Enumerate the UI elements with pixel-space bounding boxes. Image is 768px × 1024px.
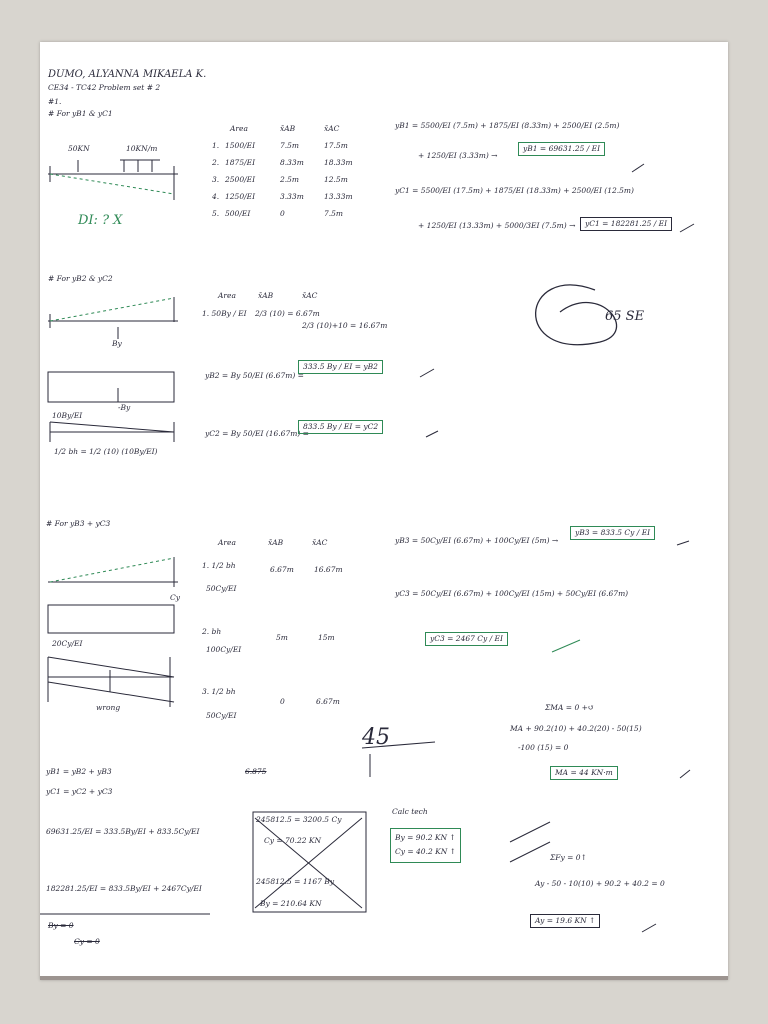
table3-h-xab: x̄AB bbox=[268, 538, 284, 547]
yC3-result-box: yC3 = 2467 Cy / EI bbox=[425, 632, 508, 646]
table1-xab: 7.5m bbox=[280, 141, 300, 150]
table1-xab: 0 bbox=[280, 209, 285, 218]
load-distributed: 10KN/m bbox=[126, 144, 158, 153]
table1-row-num: 5. bbox=[212, 209, 220, 218]
section2-heading: # For yB2 & yC2 bbox=[48, 274, 113, 283]
yB3-equation: yB3 = 50Cy/EI (6.67m) + 100Cy/EI (5m) → bbox=[395, 536, 559, 545]
moment-line3: -100 (15) = 0 bbox=[518, 743, 569, 752]
moment-line1: ΣMA = 0 +↺ bbox=[545, 703, 595, 712]
item-number: #1. bbox=[48, 97, 62, 106]
table1-row-num: 3. bbox=[212, 175, 220, 184]
compat-eq1: yB1 = yB2 + yB3 bbox=[46, 767, 112, 776]
calc-cy: Cy = 40.2 KN ↑ bbox=[395, 847, 456, 857]
yB1-result-box: yB1 = 69631.25 / EI bbox=[518, 142, 605, 156]
table3-xab: 0 bbox=[280, 697, 285, 706]
yC1-equation-line1: yC1 = 5500/EI (17.5m) + 1875/EI (18.33m) + 2500/EI (12.5m) bbox=[395, 186, 634, 195]
table3-xab: 6.67m bbox=[270, 565, 294, 574]
section1-heading: # For yB1 & yC1 bbox=[48, 109, 113, 118]
student-name: DUMO, ALYANNA MIKAELA K. bbox=[48, 69, 207, 80]
diag2-label-moment: 10By/EI bbox=[52, 411, 83, 420]
table3-xac: 6.67m bbox=[316, 697, 340, 706]
yB3-result-box: yB3 = 833.5 Cy / EI bbox=[570, 526, 655, 540]
table3-xac: 15m bbox=[318, 633, 335, 642]
table1-area: 1500/EI bbox=[225, 141, 256, 150]
table3-area-value: 100Cy/EI bbox=[206, 645, 242, 654]
grade-mark: DI: ? X bbox=[78, 213, 123, 228]
table3-area-shape: 1. 1/2 bh bbox=[202, 561, 236, 570]
crossed-line4: By = 210.64 KN bbox=[260, 899, 322, 908]
compat-line2: 182281.25/EI = 833.5By/EI + 2467Cy/EI bbox=[46, 884, 202, 893]
crossed-line1: 245812.5 = 3200.5 Cy bbox=[256, 815, 342, 824]
table3-area-value: 50Cy/EI bbox=[206, 584, 237, 593]
table2-h-area: Area bbox=[218, 291, 236, 300]
yB1-equation-line1: yB1 = 5500/EI (7.5m) + 1875/EI (8.33m) + 2500/EI (2.5m) bbox=[395, 121, 620, 130]
table1-area: 1875/EI bbox=[225, 158, 256, 167]
table3-area-value: 50Cy/EI bbox=[206, 711, 237, 720]
fy-line: ΣFy = 0↑ bbox=[550, 853, 587, 862]
yB2-equation: yB2 = By 50/EI (6.67m) = bbox=[205, 371, 304, 380]
crossed-line2: Cy = 70.22 KN bbox=[264, 836, 322, 845]
compat-line1: 69631.25/EI = 333.5By/EI + 833.5Cy/EI bbox=[46, 827, 200, 836]
table1-h-xac: x̄AC bbox=[324, 124, 340, 133]
yC3-equation: yC3 = 50Cy/EI (6.67m) + 100Cy/EI (15m) + 50Cy/EI (6.67m) bbox=[395, 589, 629, 598]
table1-xac: 12.5m bbox=[324, 175, 348, 184]
table1-xac: 7.5m bbox=[324, 209, 344, 218]
table1-xab: 2.5m bbox=[280, 175, 300, 184]
strike-by: By = 0 bbox=[48, 921, 74, 930]
compat-eq2: yC1 = yC2 + yC3 bbox=[46, 787, 113, 796]
handwritten-sketches bbox=[40, 42, 728, 980]
ay-result-box: Ay = 19.6 KN ↑ bbox=[530, 914, 600, 928]
yB2-result-box: 333.5 By / EI = yB2 bbox=[298, 360, 383, 374]
table2-xac: 2/3 (10)+10 = 16.67m bbox=[302, 321, 388, 330]
table1-xac: 13.33m bbox=[324, 192, 353, 201]
score-mark: 45 bbox=[362, 725, 390, 750]
diag3-label-moment: 20Cy/EI bbox=[52, 639, 83, 648]
diag2-area-formula: 1/2 bh = 1/2 (10) (10By/EI) bbox=[54, 447, 158, 456]
table2-xab: 2/3 (10) = 6.67m bbox=[255, 309, 320, 318]
strike-text: 6.875 bbox=[245, 767, 267, 776]
table3-h-area: Area bbox=[218, 538, 236, 547]
crossed-line3: 245812.5 = 1167 By bbox=[256, 877, 335, 886]
load-point: 50KN bbox=[68, 144, 90, 153]
support-by: By bbox=[112, 339, 122, 348]
table1-xac: 17.5m bbox=[324, 141, 348, 150]
table3-xac: 16.67m bbox=[314, 565, 343, 574]
table3-xab: 5m bbox=[276, 633, 288, 642]
table3-area-shape: 3. 1/2 bh bbox=[202, 687, 236, 696]
table3-h-xac: x̄AC bbox=[312, 538, 328, 547]
moment-line2: MA + 90.2(10) + 40.2(20) - 50(15) bbox=[510, 724, 642, 733]
table1-area: 1250/EI bbox=[225, 192, 256, 201]
yC1-equation-line2: + 1250/EI (13.33m) + 5000/3EI (7.5m) → bbox=[418, 221, 576, 230]
signature-scribble: 65 SE bbox=[605, 309, 645, 324]
diag2-label-neg-by: -By bbox=[118, 403, 131, 412]
table1-row-num: 4. bbox=[212, 192, 220, 201]
table1-area: 500/EI bbox=[225, 209, 251, 218]
table3-area-shape: 2. bh bbox=[202, 627, 222, 636]
table1-xab: 8.33m bbox=[280, 158, 304, 167]
table1-xac: 18.33m bbox=[324, 158, 353, 167]
table1-row-num: 2. bbox=[212, 158, 220, 167]
table1-area: 2500/EI bbox=[225, 175, 256, 184]
fy-equation: Ay - 50 - 10(10) + 90.2 + 40.2 = 0 bbox=[535, 879, 665, 888]
table1-h-area: Area bbox=[230, 124, 248, 133]
table1-xab: 3.33m bbox=[280, 192, 304, 201]
course-line: CE34 - TC42 Problem set # 2 bbox=[48, 83, 161, 92]
calc-by: By = 90.2 KN ↑ bbox=[395, 833, 456, 842]
strike-cy: Cy = 0 bbox=[74, 937, 100, 946]
table1-row-num: 1. bbox=[212, 141, 220, 150]
paper-bottom-edge bbox=[40, 976, 728, 980]
calc-title: Calc tech bbox=[392, 807, 428, 816]
yB1-equation-line2: + 1250/EI (3.33m) → bbox=[418, 151, 498, 160]
section3-heading: # For yB3 + yC3 bbox=[46, 519, 111, 528]
table1-h-xab: x̄AB bbox=[280, 124, 296, 133]
worksheet-page bbox=[40, 42, 728, 980]
table2-h-xab: x̄AB bbox=[258, 291, 274, 300]
diag3-label-wrong: wrong bbox=[96, 703, 121, 712]
table2-area: 1. 50By / EI bbox=[202, 309, 247, 318]
yC1-result-box: yC1 = 182281.25 / EI bbox=[580, 217, 672, 231]
support-cy: Cy bbox=[170, 593, 180, 602]
yC2-equation: yC2 = By 50/EI (16.67m) = bbox=[205, 429, 309, 438]
table2-h-xac: x̄AC bbox=[302, 291, 318, 300]
moment-result-box: MA = 44 KN·m bbox=[550, 766, 618, 780]
yC2-result-box: 833.5 By / EI = yC2 bbox=[298, 420, 383, 434]
calc-results-box bbox=[390, 828, 461, 863]
